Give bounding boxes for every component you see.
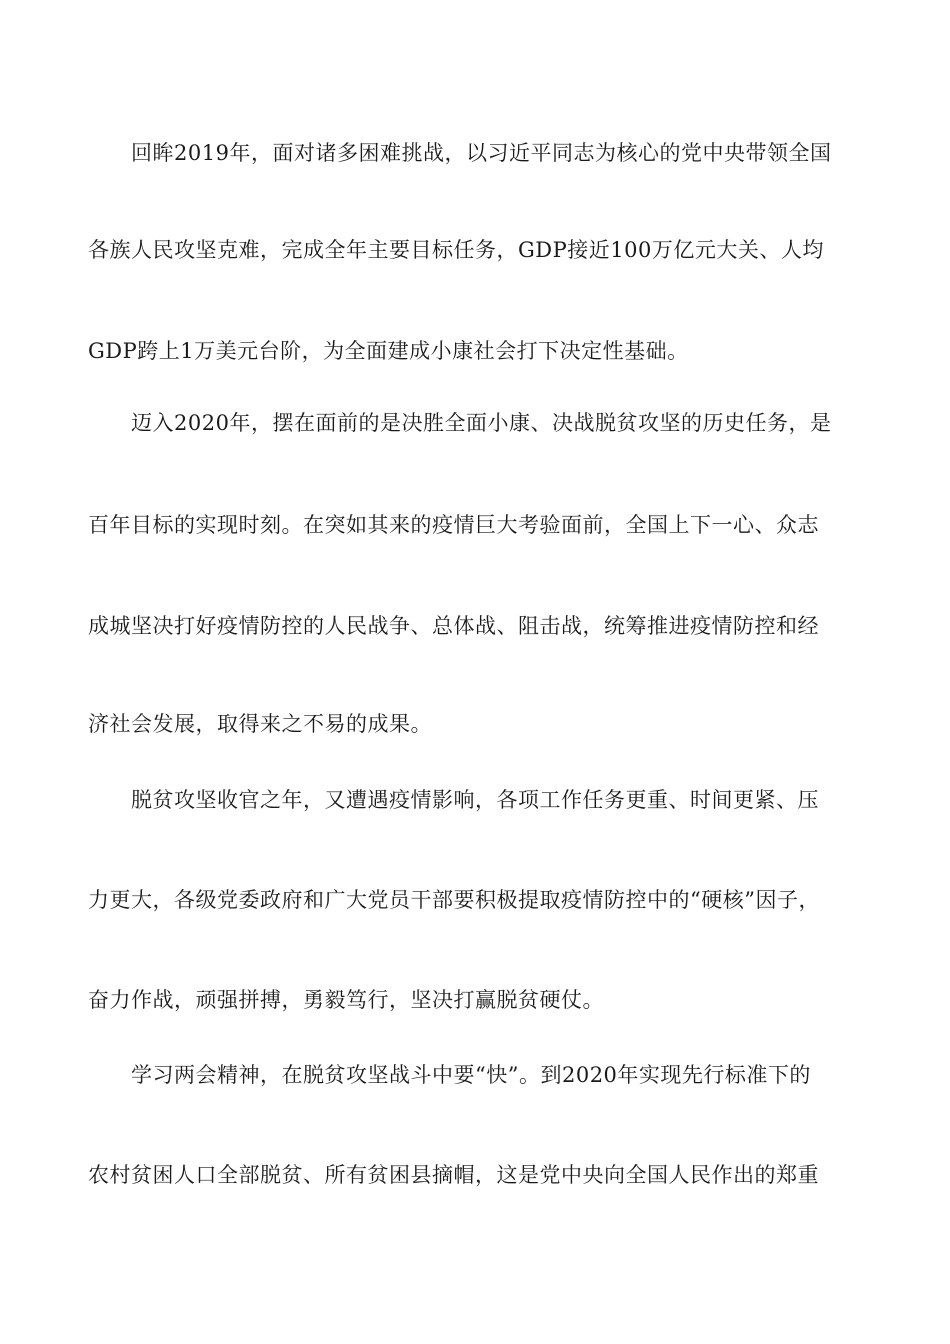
paragraph-1-line-1: 回眸2019年，面对诸多困难挑战，以习近平同志为核心的党中央带领全国 [131, 141, 832, 165]
paragraph-2-line-3: 成城坚决打好疫情防控的人民战争、总体战、阻击战，统筹推进疫情防控和经 [88, 614, 819, 638]
paragraph-3-line-2: 力更大，各级党委政府和广大党员干部要积极提取疫情防控中的“硬核”因子， [88, 888, 820, 912]
paragraph-3-line-3: 奋力作战，顽强拼搏，勇毅笃行，坚决打赢脱贫硬仗。 [88, 988, 604, 1012]
paragraph-3-line-1: 脱贫攻坚收官之年，又遭遇疫情影响，各项工作任务更重、时间更紧、压 [131, 788, 819, 812]
paragraph-4-line-2: 农村贫困人口全部脱贫、所有贫困县摘帽，这是党中央向全国人民作出的郑重 [88, 1163, 819, 1187]
paragraph-2-line-4: 济社会发展，取得来之不易的成果。 [88, 712, 432, 736]
paragraph-1-line-2: 各族人民攻坚克难，完成全年主要目标任务，GDP接近100万亿元大关、人均 [88, 238, 824, 262]
paragraph-1-line-3: GDP跨上1万美元台阶，为全面建成小康社会打下决定性基础。 [88, 339, 689, 363]
paragraph-2-line-2: 百年目标的实现时刻。在突如其来的疫情巨大考验面前，全国上下一心、众志 [88, 513, 819, 537]
paragraph-2-line-1: 迈入2020年，摆在面前的是决胜全面小康、决战脱贫攻坚的历史任务，是 [131, 411, 832, 435]
paragraph-4-line-1: 学习两会精神，在脱贫攻坚战斗中要“快”。到2020年实现先行标准下的 [131, 1063, 811, 1087]
